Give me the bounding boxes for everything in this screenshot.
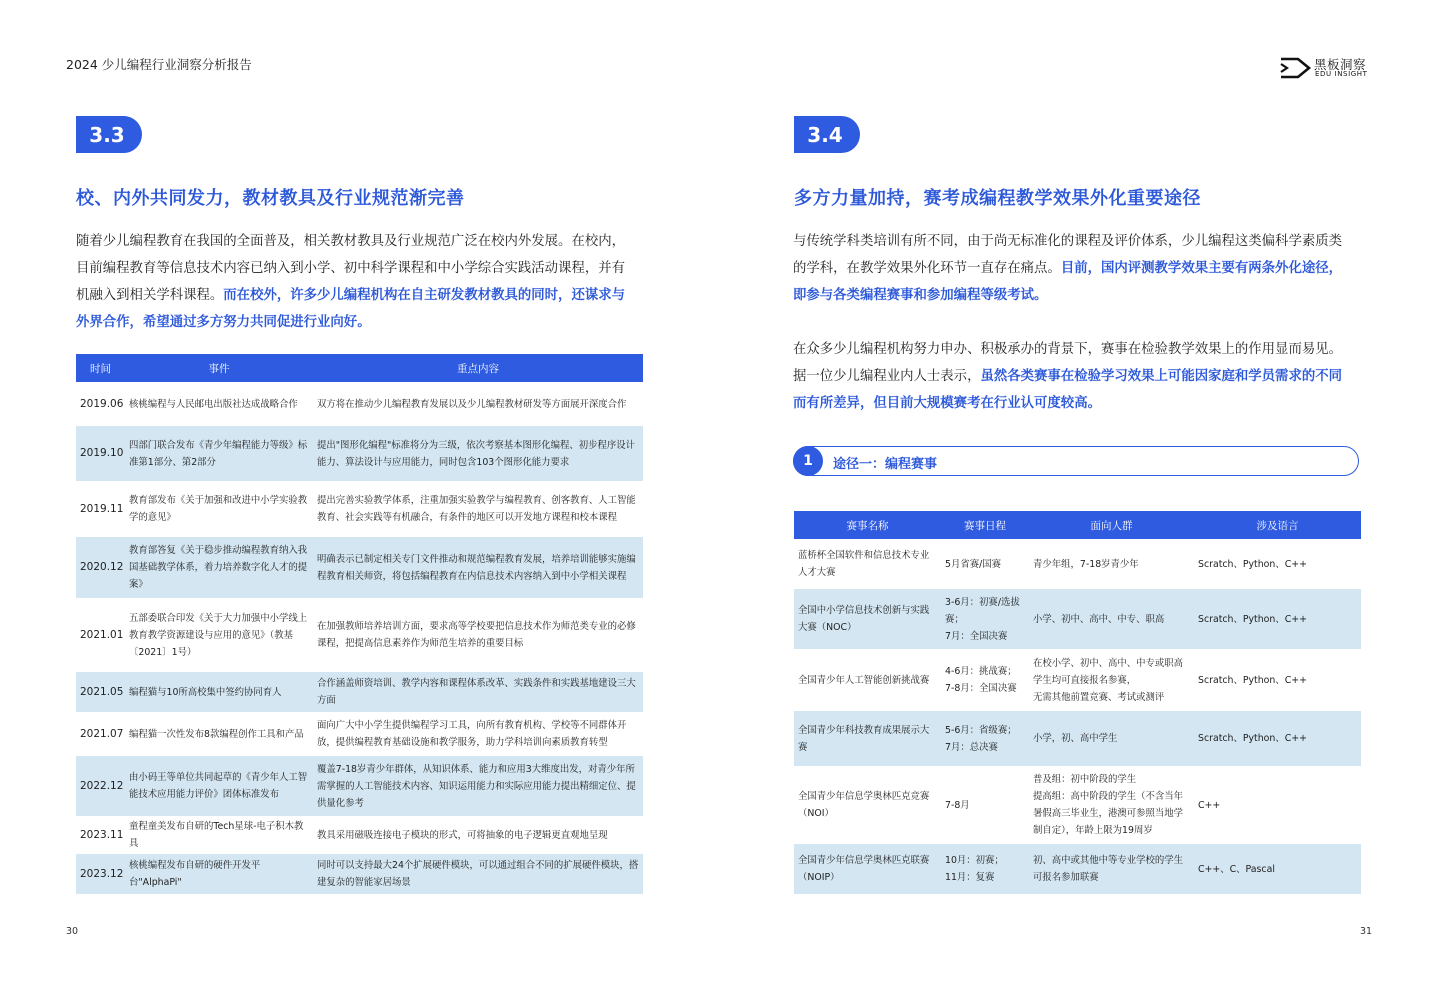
para-highlight: 外界合作，希望通过多方努力共同促进行业向好。 [76,315,371,330]
para-line: 在众多少儿编程机构努力申办、积极承办的背景下，赛事在检验教学效果上的作用显而易见。 [793,342,1343,357]
table-row [76,712,643,756]
table-row [76,382,643,426]
page-number-right: 31 [1360,926,1373,937]
brand-logo [1278,55,1378,81]
cell-schedule: 7-8月 [945,799,970,811]
table-row [76,537,643,598]
para-highlight: 而在校外，许多少儿编程机构在自主研发教材教具的同时，还谋求与 [223,288,626,303]
cell-event: 教育部发布《关于加强和改进中小学实验教学的意见》 [129,495,308,523]
cell-schedule: 4-6月：挑战赛； 7-8月：全国决赛 [945,666,1017,694]
cell-language: Scratch、Python、C++ [1198,674,1307,686]
logo-text-cn: 黑板洞察 [1314,57,1367,72]
cell-date: 2023.12 [76,854,125,894]
para-text: 据一位少儿编程业内人士表示， [793,369,981,384]
cell-audience: 普及组：初中阶段的学生 提高组：高中阶段的学生（不含当年暑假高三毕业生，港澳可参照当地学制自定），年龄上限为19周岁 [1033,774,1184,836]
col-header-event: 事件 [125,354,313,382]
path-one-pill [793,446,1359,476]
cell-language: Scratch、Python、C++ [1198,558,1307,570]
table-row [794,649,1361,711]
intro-paragraph-left [76,228,646,336]
cell-content: 教具采用磁吸连接电子模块的形式，可将抽象的电子逻辑更直观地呈现 [317,829,608,841]
cell-content: 合作涵盖师资培训、教学内容和课程体系改革、实践条件和实践基地建设三大方面 [313,672,643,712]
cell-audience: 初、高中或其他中等专业学校的学生可报名参加联赛 [1029,844,1194,894]
cell-schedule: 5月省赛/国赛 [945,558,1001,570]
cell-audience: 青少年组，7-18岁青少年 [1033,558,1139,570]
report-title: 2024 少儿编程行业洞察分析报告 [66,57,252,72]
cell-date: 2021.05 [76,672,125,712]
para-line: 与传统学科类培训有所不同，由于尚无标准化的课程及评价体系，少儿编程这类偏科学素质类 [793,234,1343,249]
cell-schedule: 3-6月：初赛/选拔赛； 7月：全国决赛 [941,589,1029,649]
cell-schedule: 5-6月：省级赛； 7月：总决赛 [941,711,1029,766]
cell-date: 2021.07 [80,727,124,740]
section-badge-left: 3.3 [76,116,142,153]
path-number-badge: 1 [793,446,823,476]
competition-table [794,511,1361,894]
cell-event: 四部门联合发布《青少年编程能力等级》标准第1部分、第2部分 [125,426,313,481]
cell-content: 双方将在推动少儿编程教育发展以及少儿编程教材研发等方面展开深度合作 [317,398,627,410]
path-label: 途径一：编程赛事 [833,457,938,472]
cell-content: 覆盖7-18岁青少年群体，从知识体系、能力和应用3大维度出发，对青少年所需掌握的人工智能技术内容、知识运用能力和实际应用能力提出精细定位、提供量化参考 [313,756,643,816]
cell-content: 在加强教师培养培训方面，要求高等学校要把信息技术作为师范类专业的必修课程，把提高信息素养作为师范生培养的重要目标 [317,621,636,649]
second-paragraph-right [793,336,1363,417]
cell-date: 2021.01 [80,628,124,641]
cell-audience: 小学、初中、高中、中专、职高 [1029,589,1194,649]
cell-date: 2023.11 [80,828,124,841]
cell-name: 全国青少年科技教育成果展示大赛 [794,711,941,766]
col-header-name: 赛事名称 [794,511,941,539]
cell-date: 2019.06 [80,397,124,410]
table-row [794,844,1361,894]
cell-name: 全国青少年信息学奥林匹克联赛（NOIP） [794,844,941,894]
cell-language: Scratch、Python、C++ [1194,711,1361,766]
para-highlight: 而有所差异，但目前大规模赛考在行业认可度较高。 [793,396,1101,411]
cell-date: 2019.11 [80,502,124,515]
cell-event: 五部委联合印发《关于大力加强中小学线上教育教学资源建设与应用的意见》（教基〔2021〕1号） [129,612,308,658]
table-row [76,756,643,816]
cell-content: 明确表示已制定相关专门文件推动和规范编程教育发展，培养培训能够实施编程教育相关师资，将包括编程教育在内信息技术内容纳入到中小学相关课程 [313,537,643,598]
col-header-time: 时间 [76,354,125,382]
table-row [76,598,643,672]
cell-content: 同时可以支持最大24个扩展硬件模块，可以通过组合不同的扩展硬件模块，搭建复杂的智能家居场景 [313,854,643,894]
cell-language: Scratch、Python、C++ [1194,589,1361,649]
cell-name: 全国中小学信息技术创新与实践大赛（NOC） [794,589,941,649]
para-highlight: 目前，国内评测教学效果主要有两条外化途径， [1060,261,1343,276]
para-highlight: 虽然各类赛事在检验学习效果上可能因家庭和学员需求的不同 [980,369,1343,384]
cell-event: 童程童美发布自研的Tech星球-电子积木教具 [129,821,304,849]
table-row [794,766,1361,844]
intro-paragraph-right [793,228,1363,309]
para-highlight: 即参与各类编程赛事和参加编程等级考试。 [793,288,1048,303]
cell-event: 核桃编程发布自研的硬件开发平台"AlphaPi" [125,854,313,894]
table-row [76,426,643,481]
table-row [76,816,643,854]
table-row [794,589,1361,649]
col-header-audience: 面向人群 [1029,511,1194,539]
cell-event: 编程猫与10所高校集中签约协同育人 [125,672,313,712]
col-header-content: 重点内容 [313,354,643,382]
section-badge-right: 3.4 [794,116,860,153]
section-heading-left: 校、内外共同发力，教材教具及行业规范渐完善 [76,188,465,209]
table-row [794,539,1361,589]
cell-event: 核桃编程与人民邮电出版社达成战略合作 [129,398,298,410]
para-text: 的学科，在教学效果外化环节一直存在痛点。 [793,261,1061,276]
table-row [76,672,643,712]
section-heading-right: 多方力量加持，赛考成编程教学效果外化重要途径 [794,188,1201,209]
cell-audience: 小学，初、高中学生 [1029,711,1194,766]
cell-date: 2019.10 [76,426,125,481]
table-header-row [794,511,1361,539]
cell-language: C++ [1198,799,1221,811]
para-line: 目前编程教育等信息技术内容已纳入到小学、初中科学课程和中小学综合实践活动课程，并有 [76,261,626,276]
cell-date: 2022.12 [76,756,125,816]
cell-name: 蓝桥杯全国软件和信息技术专业人才大赛 [798,550,930,578]
logo-mark-icon [1278,57,1312,79]
cell-schedule: 10月：初赛； 11月：复赛 [941,844,1029,894]
table-row [76,481,643,537]
cell-content: 面向广大中小学生提供编程学习工具，向所有教育机构、学校等不同群体开放，提供编程教育基础设施和教学服务，助力学科培训向素质教育转型 [317,720,627,748]
cell-event: 编程猫一次性发布8款编程创作工具和产品 [129,728,304,740]
cell-audience: 在校小学、初中、高中、中专或职高学生均可直接报名参赛， 无需其他前置竞赛、考试或测评 [1033,657,1184,703]
page-number-left: 30 [66,926,79,937]
cell-name: 全国青少年人工智能创新挑战赛 [798,674,930,686]
cell-name: 全国青少年信息学奥林匹克竞赛（NOI） [798,791,930,819]
para-line [793,255,1363,282]
para-text: 机融入到相关学科课程。 [76,288,224,303]
table-row [794,711,1361,766]
cell-content: 提出"图形化编程"标准将分为三级，依次考察基本图形化编程、初步程序设计能力、算法设计与应用能力，同时包含103个图形化能力要求 [313,426,643,481]
cell-event: 教育部答复《关于稳步推动编程教育纳入我国基础教学体系，着力培养数字化人才的提案》 [125,537,313,598]
logo-text-en: EDU INSIGHT [1315,70,1368,78]
cell-event: 由小码王等单位共同起草的《青少年人工智能技术应用能力评价》团体标准发布 [125,756,313,816]
table-row [76,854,643,894]
cell-date: 2020.12 [76,537,125,598]
col-header-schedule: 赛事日程 [941,511,1029,539]
table-header-row [76,354,643,382]
para-line [76,282,646,309]
cell-content: 提出完善实验教学体系，注重加强实验教学与编程教育、创客教育、人工智能教育、社会实践等有机融合，有条件的地区可以开发地方课程和校本课程 [317,495,636,523]
policy-events-table [76,354,643,894]
cell-language: C++、C、Pascal [1194,844,1361,894]
para-line: 随着少儿编程教育在我国的全面普及，相关教材教具及行业规范广泛在校内外发展。在校内， [76,234,626,249]
para-line [793,363,1363,390]
col-header-language: 涉及语言 [1194,511,1361,539]
